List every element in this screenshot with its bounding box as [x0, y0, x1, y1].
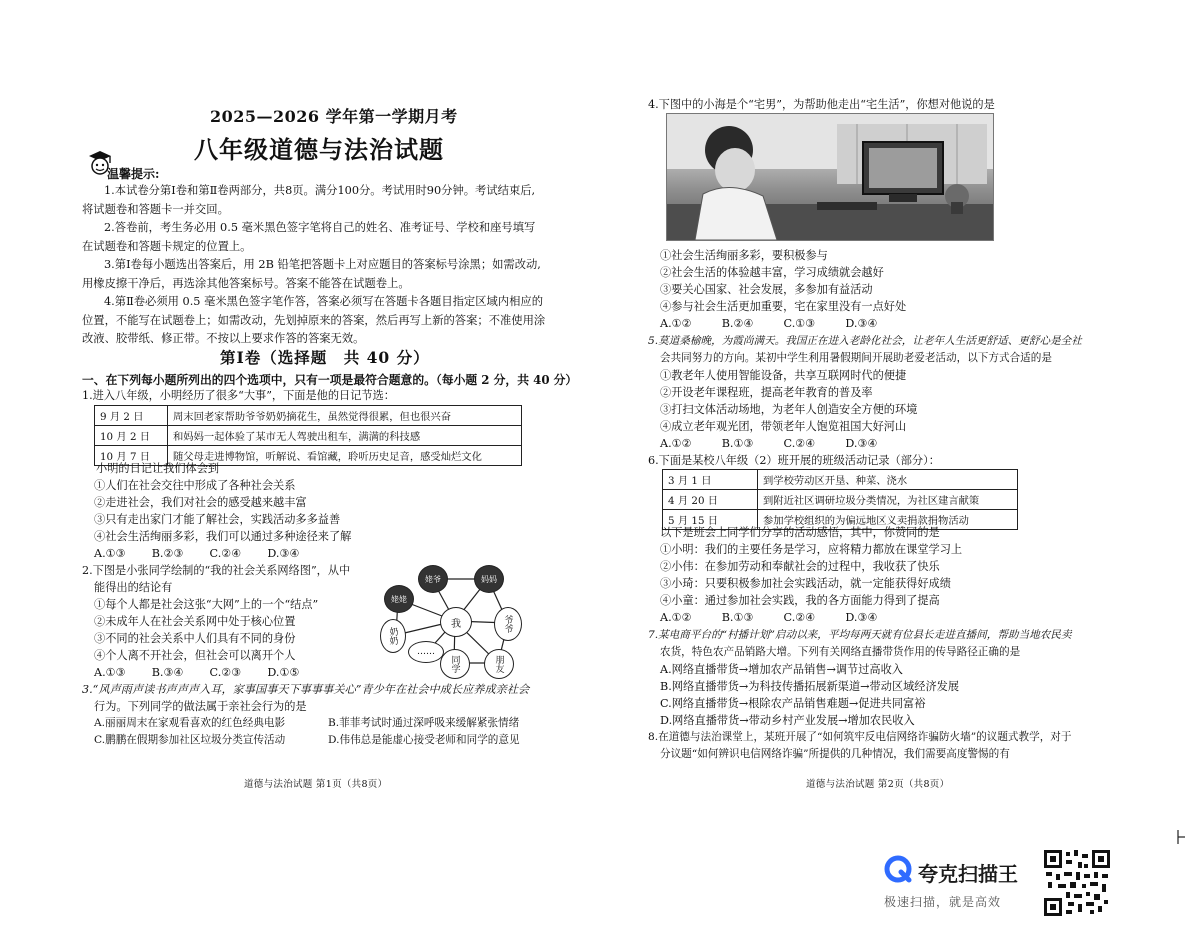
exam-notice [82, 182, 545, 349]
q2-item: ①每个人都是社会这张“大网”上的一个“结点” [94, 598, 319, 611]
q6-item: ②小伟：在参加劳动和奉献社会的过程中，我收获了快乐 [660, 560, 940, 573]
q3-stem: 3.“风声雨声读书声声声入耳，家事国事天下事事事关心”青少年在社会中成长应养成亲社会 [82, 683, 530, 696]
table-cell: 参加学校组织的为偏远地区义卖捐款捐物活动 [758, 510, 1018, 530]
option: A.①② [660, 317, 692, 330]
node-maternal-grandpa: 姥爷 [418, 565, 448, 593]
option: D.③④ [845, 611, 878, 624]
q1-item: ④社会生活绚丽多彩，我们可以通过多种途径来了解 [94, 530, 352, 543]
node-maternal-grandma: 姥姥 [384, 585, 414, 613]
table-cell: 和妈妈一起体验了某市无人驾驶出租车，满满的科技感 [168, 426, 522, 446]
q6-item: ①小明：我们的主要任务是学习，应将精力都放在课堂学习上 [660, 543, 963, 556]
option: C.②④ [209, 547, 242, 560]
q4-item: ③要关心国家、社会发展，多参加有益活动 [660, 283, 873, 296]
q3-stem-cont: 行为。下列同学的做法属于亲社会行为的是 [94, 700, 307, 713]
option: B.①③ [721, 611, 754, 624]
node-self: 我 [440, 607, 472, 637]
q6-lead: 以下是班会上同学们分享的活动感悟，其中，你赞同的是 [660, 526, 940, 539]
brand-name: 夸克扫描王 [918, 862, 1018, 886]
table-cell: 周末回老家帮助爷爷奶奶摘花生，虽然觉得很累，但也很兴奋 [168, 406, 522, 426]
q7-option: C.网络直播带货→根除农产品销售难题→促进共同富裕 [660, 697, 926, 710]
q7-option: A.网络直播带货→增加农产品销售→调节过高收入 [660, 663, 903, 676]
q8-stem-cont: 分议题“如何辨识电信网络诈骗”所提供的几种情况，我们需要高度警惕的有 [660, 748, 1010, 760]
q4-item: ④参与社会生活更加重要，宅在家里没有一点好处 [660, 300, 907, 313]
notice-line: 改液、胶带纸、修正带。不按以上要求作答的答案无效。 [82, 332, 365, 345]
q7-stem-cont: 农货，特色农产品销路大增。下列有关网络直播带货作用的传导路径正确的是 [660, 646, 1021, 658]
social-network-diagram [370, 565, 530, 677]
table-row [95, 406, 522, 426]
q2-stem-cont: 能得出的结论有 [94, 581, 173, 594]
quark-logo-icon [884, 855, 912, 883]
option: C.②③ [209, 666, 242, 679]
table-row [663, 490, 1018, 510]
q6-options [660, 609, 878, 626]
table-cell: 9 月 2 日 [95, 406, 168, 426]
q2-item: ④个人离不开社会，但社会可以离开个人 [94, 649, 296, 662]
option: D.③④ [845, 437, 878, 450]
option: A.①② [660, 437, 692, 450]
q1-diary-table [94, 405, 522, 466]
exam-main-title: 八年级道德与法治试题 [194, 135, 444, 164]
q4-options [660, 315, 878, 332]
right-page [600, 0, 1200, 926]
homebody-boy-photo [666, 113, 994, 241]
node-mother: 妈妈 [474, 565, 504, 593]
option: B.①③ [721, 437, 754, 450]
table-cell: 3 月 1 日 [663, 470, 758, 490]
option: B.③④ [151, 666, 184, 679]
q2-options [94, 664, 300, 681]
q3-option-a: A.丽丽周末在家观看喜欢的红色经典电影 [94, 717, 286, 729]
notice-line: 1.本试卷分第Ⅰ卷和第Ⅱ卷两部分，共8页。满分100分。考试用时90分钟。考试结束后, [104, 184, 536, 197]
table-cell: 5 月 15 日 [663, 510, 758, 530]
notice-line: 将试题卷和答题卡一并交回。 [82, 202, 229, 216]
q5-item: ①教老年人使用智能设备，共享互联网时代的便捷 [660, 369, 907, 382]
q2-item: ②未成年人在社会关系网中处于核心位置 [94, 615, 296, 628]
q2-stem: 2.下图是小张同学绘制的“我的社会关系网络图”，从中 [82, 564, 351, 577]
q1-stem: 1.进入八年级，小明经历了很多“大事”，下面是他的日记节选： [82, 389, 395, 402]
node-classmate: 同学 [440, 649, 470, 679]
notice-line: 2.答卷前，考生务必用 0.5 毫米黑色签字笔将自己的姓名、准考证号、学校和座号填写 [104, 221, 536, 234]
table-cell: 10 月 2 日 [95, 426, 168, 446]
node-ellipsis: …… [408, 641, 444, 663]
option: C.②④ [783, 437, 816, 450]
option: D.③④ [845, 317, 878, 330]
qr-code-image [1044, 850, 1110, 916]
table-row [95, 426, 522, 446]
q4-item: ①社会生活绚丽多彩，要积极参与 [660, 249, 828, 262]
option: C.②④ [783, 611, 816, 624]
q4-stem: 4.下图中的小海是个“宅男”，为帮助他走出“宅生活”，你想对他说的是 [648, 98, 995, 111]
q3-option-b: B.菲菲考试时通过深呼吸来缓解紧张情绪 [328, 717, 520, 729]
option: A.①③ [94, 666, 126, 679]
page-footer: 道德与法治试题 第2页（共8页） [806, 779, 950, 790]
node-grandma: 奶奶 [380, 619, 406, 653]
q4-item: ②社会生活的体验越丰富，学习成绩就会越好 [660, 266, 884, 279]
option: C.①③ [783, 317, 816, 330]
node-friend: 朋友 [484, 649, 514, 679]
part-instructions: 一、在下列每小题所列出的四个选项中，只有一项是最符合题意的。（每小题 2 分，共 40 分） [82, 373, 578, 387]
scanner-watermark [884, 853, 1044, 913]
table-cell: 4 月 20 日 [663, 490, 758, 510]
notice-line: 位置，不能写在试题卷上；如需改动，先划掉原来的答案，然后再写上新的答案；不准使用涂 [82, 313, 546, 327]
notice-line: 在试题卷和答题卡规定的位置上。 [82, 239, 252, 253]
option: D.③④ [267, 547, 300, 560]
qr-code[interactable] [1044, 850, 1110, 916]
q6-stem: 6.下面是某校八年级（2）班开展的班级活动记录（部分）： [648, 454, 940, 467]
exam-session-title: 2025—2026 学年第一学期月考 [210, 107, 458, 126]
q5-options [660, 435, 878, 452]
q8-stem: 8.在道德与法治课堂上，某班开展了“如何筑牢反电信网络诈骗防火墙”的议题式教学，对于 [648, 731, 1072, 743]
option: D.①⑤ [267, 666, 300, 679]
q6-item: ③小琦：只要积极参加社会实践活动，就一定能获得好成绩 [660, 577, 951, 590]
node-grandpa: 爷爷 [494, 607, 522, 641]
q6-item: ④小童：通过参加社会实践，我的各方面能力得到了提高 [660, 594, 940, 607]
option: A.①② [660, 611, 692, 624]
table-cell: 到学校劳动区开垦、种菜、浇水 [758, 470, 1018, 490]
q1-options [94, 545, 300, 562]
notice-line: 3.第Ⅰ卷每小题选出答案后，用 2B 铅笔把答题卡上对应题目的答案标号涂黑；如需改动, [104, 258, 541, 271]
table-row [663, 470, 1018, 490]
table-cell: 10 月 7 日 [95, 446, 168, 466]
q2-item: ③不同的社会关系中人们具有不同的身份 [94, 632, 296, 645]
q1-item: ②走进社会，我们对社会的感受越来越丰富 [94, 496, 307, 509]
q1-item: ③只有走出家门才能了解社会，实践活动多多益善 [94, 513, 341, 526]
section-title: 第Ⅰ卷（选择题 共 40 分） [220, 348, 430, 367]
q6-activity-table [662, 469, 1018, 530]
q3-option-d: D.伟伟总是能虚心接受老师和同学的意见 [328, 734, 520, 746]
q5-stem: 5.莫道桑榆晚，为霞尚满天。我国正在进入老龄化社会，让老年人生活更舒适、更舒心是全社 [648, 335, 1082, 347]
scan-mark [1175, 829, 1185, 843]
q7-option: D.网络直播带货→带动乡村产业发展→增加农民收入 [660, 714, 915, 727]
page-footer: 道德与法治试题 第1页（共8页） [244, 779, 388, 790]
q7-option: B.网络直播带货→为科技传播拓展新渠道→带动区域经济发展 [660, 680, 960, 693]
option: A.①③ [94, 547, 126, 560]
q5-item: ②开设老年课程班，提高老年教育的普及率 [660, 386, 873, 399]
q5-stem-cont: 会共同努力的方向。某初中学生利用暑假期间开展助老爱老活动，以下方式合适的是 [660, 352, 1052, 364]
brand-slogan: 极速扫描，就是高效 [884, 895, 1002, 909]
q5-item: ③打扫文体活动场地，为老年人创造安全方便的环境 [660, 403, 918, 416]
notice-line: 4.第Ⅱ卷必须用 0.5 毫米黑色签字笔作答，答案必须写在答题卡各题目指定区域内相应的 [104, 295, 543, 308]
table-cell: 到附近社区调研垃圾分类情况，为社区建言献策 [758, 490, 1018, 510]
q5-item: ④成立老年观光团，带领老年人饱览祖国大好河山 [660, 420, 907, 433]
notice-line: 用橡皮擦干净后，再选涂其他答案标号。答案不能答在试题卷上。 [82, 276, 410, 290]
q1-item: ①人们在社会交往中形成了各种社会关系 [94, 479, 296, 492]
tips-title: 温馨提示: [107, 167, 160, 181]
table-cell: 随父母走进博物馆，听解说、看馆藏，聆听历史足音，感受灿烂文化 [168, 446, 522, 466]
option: B.②③ [151, 547, 184, 560]
q7-stem: 7.某电商平台的“村播计划”启动以来，平均每两天就有位县长走进直播间，帮助当地农民卖 [648, 629, 1072, 641]
q1-lead: 小明的日记让我们体会到 [96, 462, 220, 475]
option: B.②④ [721, 317, 754, 330]
q3-option-c: C.鹏鹏在假期参加社区垃圾分类宣传活动 [94, 734, 286, 746]
